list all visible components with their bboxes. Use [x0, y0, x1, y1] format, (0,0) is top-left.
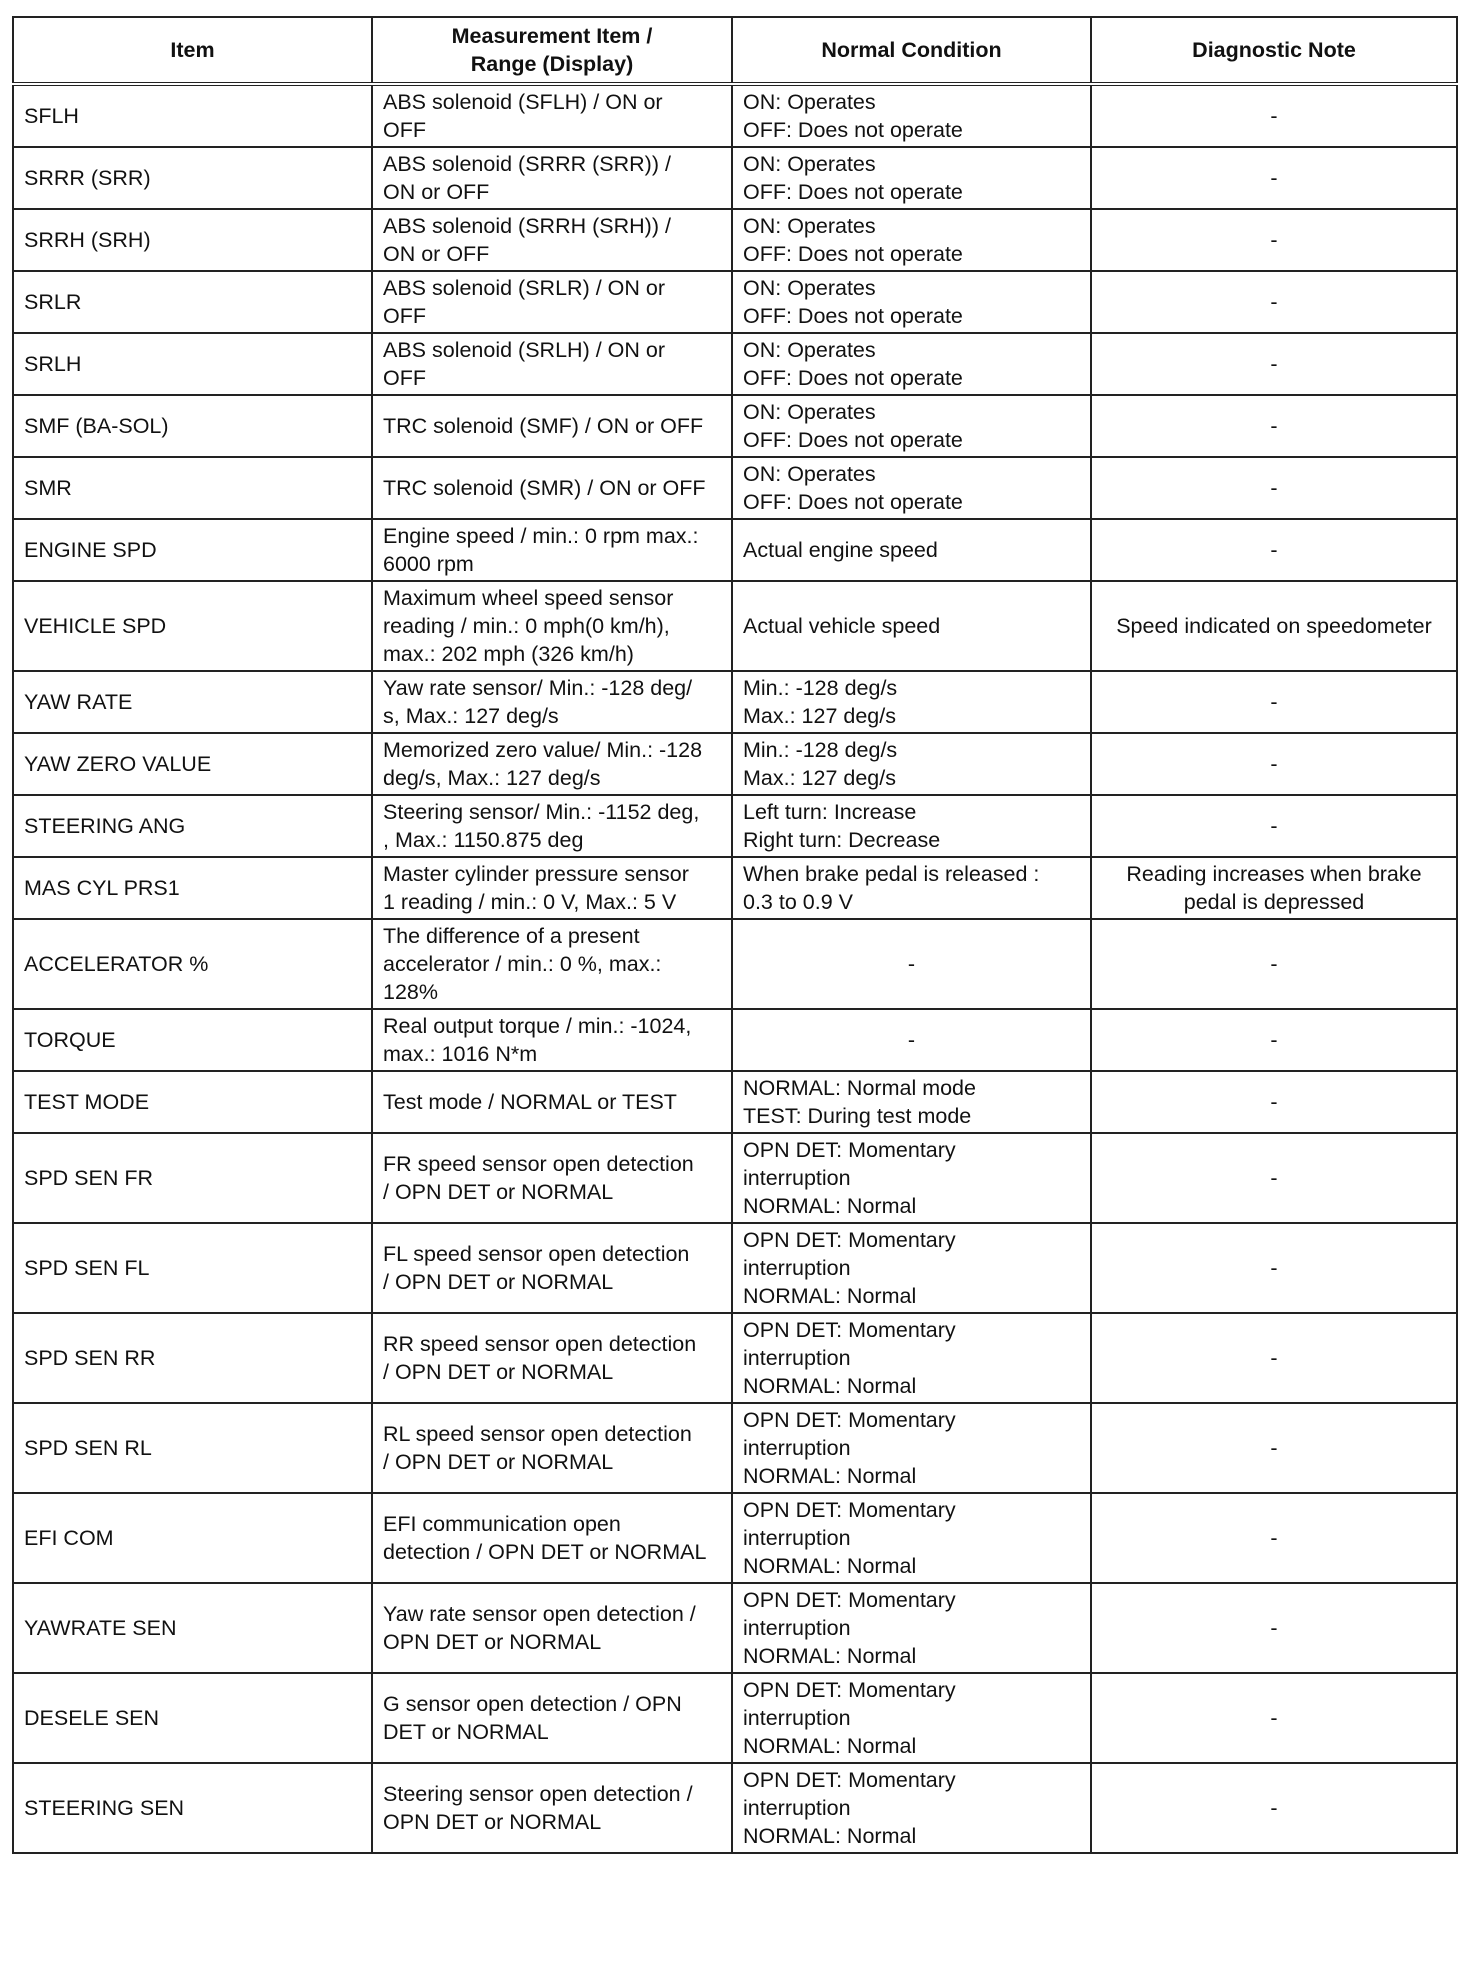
header-item: Item	[13, 17, 372, 84]
row-measurement-range-cell: ABS solenoid (SRRR (SRR)) / ON or OFF	[372, 147, 732, 209]
row-diagnostic-note-cell: -	[1091, 733, 1457, 795]
table-row	[13, 1071, 1457, 1133]
row-normal-condition-cell: When brake pedal is released : 0.3 to 0.9 V	[732, 857, 1091, 919]
table-row	[13, 209, 1457, 271]
row-measurement-range-cell: Memorized zero value/ Min.: -128 deg/s, Max.: 127 deg/s	[372, 733, 732, 795]
row-measurement-range-cell: Engine speed / min.: 0 rpm max.: 6000 rpm	[372, 519, 732, 581]
row-normal-condition-cell: ON: Operates OFF: Does not operate	[732, 84, 1091, 147]
row-normal-condition-cell: Actual vehicle speed	[732, 581, 1091, 671]
row-diagnostic-note-cell: -	[1091, 1583, 1457, 1673]
row-measurement-range-cell: TRC solenoid (SMR) / ON or OFF	[372, 457, 732, 519]
table-row	[13, 1313, 1457, 1403]
row-measurement-range-cell: ABS solenoid (SRLR) / ON or OFF	[372, 271, 732, 333]
table-row	[13, 147, 1457, 209]
row-diagnostic-note-cell: -	[1091, 271, 1457, 333]
table-row	[13, 1403, 1457, 1493]
row-item-cell: SRLH	[13, 333, 372, 395]
row-diagnostic-note-cell: -	[1091, 1313, 1457, 1403]
row-item-cell: SPD SEN RL	[13, 1403, 372, 1493]
row-normal-condition-cell: ON: Operates OFF: Does not operate	[732, 333, 1091, 395]
table-row	[13, 1009, 1457, 1071]
table-row	[13, 1493, 1457, 1583]
row-diagnostic-note-cell: -	[1091, 1763, 1457, 1853]
row-item-cell: ENGINE SPD	[13, 519, 372, 581]
row-normal-condition-cell: ON: Operates OFF: Does not operate	[732, 147, 1091, 209]
row-item-cell: VEHICLE SPD	[13, 581, 372, 671]
row-measurement-range-cell: Yaw rate sensor open detection / OPN DET or NORMAL	[372, 1583, 732, 1673]
table-row	[13, 1673, 1457, 1763]
table-row	[13, 1583, 1457, 1673]
row-measurement-range-cell: Yaw rate sensor/ Min.: -128 deg/ s, Max.: 127 deg/s	[372, 671, 732, 733]
row-normal-condition-cell: Left turn: Increase Right turn: Decrease	[732, 795, 1091, 857]
row-normal-condition-cell: OPN DET: Momentary interruption NORMAL: Normal	[732, 1763, 1091, 1853]
row-measurement-range-cell: Master cylinder pressure sensor 1 reading / min.: 0 V, Max.: 5 V	[372, 857, 732, 919]
row-item-cell: YAW RATE	[13, 671, 372, 733]
row-measurement-range-cell: FL speed sensor open detection / OPN DET or NORMAL	[372, 1223, 732, 1313]
row-diagnostic-note-cell: -	[1091, 333, 1457, 395]
row-diagnostic-note-cell: -	[1091, 1403, 1457, 1493]
row-item-cell: SPD SEN FL	[13, 1223, 372, 1313]
row-item-cell: SPD SEN RR	[13, 1313, 372, 1403]
row-diagnostic-note-cell: -	[1091, 919, 1457, 1009]
header-diagnostic-note: Diagnostic Note	[1091, 17, 1457, 84]
row-diagnostic-note-cell: Speed indicated on speedometer	[1091, 581, 1457, 671]
row-diagnostic-note-cell: -	[1091, 84, 1457, 147]
table-row	[13, 457, 1457, 519]
row-normal-condition-cell: Actual engine speed	[732, 519, 1091, 581]
row-item-cell: SMF (BA-SOL)	[13, 395, 372, 457]
row-item-cell: SPD SEN FR	[13, 1133, 372, 1223]
row-normal-condition-cell: ON: Operates OFF: Does not operate	[732, 271, 1091, 333]
table-row	[13, 795, 1457, 857]
row-normal-condition-cell: OPN DET: Momentary interruption NORMAL: Normal	[732, 1133, 1091, 1223]
row-item-cell: SMR	[13, 457, 372, 519]
row-measurement-range-cell: EFI communication open detection / OPN DET or NORMAL	[372, 1493, 732, 1583]
table-row	[13, 84, 1457, 147]
table-row	[13, 395, 1457, 457]
row-diagnostic-note-cell: -	[1091, 1223, 1457, 1313]
row-measurement-range-cell: FR speed sensor open detection / OPN DET or NORMAL	[372, 1133, 732, 1223]
row-measurement-range-cell: ABS solenoid (SFLH) / ON or OFF	[372, 84, 732, 147]
row-item-cell: STEERING SEN	[13, 1763, 372, 1853]
table-row	[13, 333, 1457, 395]
row-item-cell: SFLH	[13, 84, 372, 147]
row-normal-condition-cell: Min.: -128 deg/s Max.: 127 deg/s	[732, 733, 1091, 795]
row-normal-condition-cell: OPN DET: Momentary interruption NORMAL: Normal	[732, 1673, 1091, 1763]
row-normal-condition-cell: Min.: -128 deg/s Max.: 127 deg/s	[732, 671, 1091, 733]
table-row	[13, 271, 1457, 333]
row-measurement-range-cell: RR speed sensor open detection / OPN DET or NORMAL	[372, 1313, 732, 1403]
row-item-cell: TORQUE	[13, 1009, 372, 1071]
row-item-cell: TEST MODE	[13, 1071, 372, 1133]
table-row	[13, 1223, 1457, 1313]
data-list-table	[12, 16, 1458, 1854]
row-diagnostic-note-cell: -	[1091, 519, 1457, 581]
row-normal-condition-cell: -	[732, 919, 1091, 1009]
row-measurement-range-cell: Test mode / NORMAL or TEST	[372, 1071, 732, 1133]
row-diagnostic-note-cell: -	[1091, 1009, 1457, 1071]
row-measurement-range-cell: ABS solenoid (SRLH) / ON or OFF	[372, 333, 732, 395]
row-normal-condition-cell: OPN DET: Momentary interruption NORMAL: Normal	[732, 1223, 1091, 1313]
row-measurement-range-cell: RL speed sensor open detection / OPN DET or NORMAL	[372, 1403, 732, 1493]
data-list-table-container	[12, 16, 1456, 1854]
row-normal-condition-cell: OPN DET: Momentary interruption NORMAL: Normal	[732, 1403, 1091, 1493]
header-measurement-range: Measurement Item / Range (Display)	[372, 17, 732, 84]
table-row	[13, 857, 1457, 919]
row-diagnostic-note-cell: -	[1091, 147, 1457, 209]
row-diagnostic-note-cell: -	[1091, 795, 1457, 857]
row-diagnostic-note-cell: -	[1091, 1071, 1457, 1133]
table-row	[13, 671, 1457, 733]
row-item-cell: SRLR	[13, 271, 372, 333]
row-item-cell: YAW ZERO VALUE	[13, 733, 372, 795]
row-normal-condition-cell: OPN DET: Momentary interruption NORMAL: Normal	[732, 1493, 1091, 1583]
row-measurement-range-cell: Real output torque / min.: -1024, max.: 1016 N*m	[372, 1009, 732, 1071]
row-diagnostic-note-cell: -	[1091, 395, 1457, 457]
row-diagnostic-note-cell: Reading increases when brake pedal is depressed	[1091, 857, 1457, 919]
table-row	[13, 1133, 1457, 1223]
row-measurement-range-cell: TRC solenoid (SMF) / ON or OFF	[372, 395, 732, 457]
row-normal-condition-cell: OPN DET: Momentary interruption NORMAL: Normal	[732, 1583, 1091, 1673]
table-row	[13, 919, 1457, 1009]
row-measurement-range-cell: G sensor open detection / OPN DET or NORMAL	[372, 1673, 732, 1763]
row-item-cell: SRRH (SRH)	[13, 209, 372, 271]
row-diagnostic-note-cell: -	[1091, 1493, 1457, 1583]
row-item-cell: MAS CYL PRS1	[13, 857, 372, 919]
row-normal-condition-cell: ON: Operates OFF: Does not operate	[732, 395, 1091, 457]
row-normal-condition-cell: ON: Operates OFF: Does not operate	[732, 209, 1091, 271]
header-row	[13, 17, 1457, 84]
row-normal-condition-cell: ON: Operates OFF: Does not operate	[732, 457, 1091, 519]
row-item-cell: YAWRATE SEN	[13, 1583, 372, 1673]
header-normal-condition: Normal Condition	[732, 17, 1091, 84]
row-measurement-range-cell: The difference of a present accelerator / min.: 0 %, max.: 128%	[372, 919, 732, 1009]
table-row	[13, 1763, 1457, 1853]
table-row	[13, 519, 1457, 581]
row-item-cell: SRRR (SRR)	[13, 147, 372, 209]
row-normal-condition-cell: -	[732, 1009, 1091, 1071]
row-normal-condition-cell: NORMAL: Normal mode TEST: During test mode	[732, 1071, 1091, 1133]
table-row	[13, 733, 1457, 795]
row-measurement-range-cell: ABS solenoid (SRRH (SRH)) / ON or OFF	[372, 209, 732, 271]
row-measurement-range-cell: Maximum wheel speed sensor reading / min.: 0 mph(0 km/h), max.: 202 mph (326 km/h)	[372, 581, 732, 671]
row-measurement-range-cell: Steering sensor open detection / OPN DET or NORMAL	[372, 1763, 732, 1853]
row-item-cell: STEERING ANG	[13, 795, 372, 857]
row-diagnostic-note-cell: -	[1091, 1673, 1457, 1763]
row-diagnostic-note-cell: -	[1091, 457, 1457, 519]
row-diagnostic-note-cell: -	[1091, 671, 1457, 733]
row-normal-condition-cell: OPN DET: Momentary interruption NORMAL: Normal	[732, 1313, 1091, 1403]
row-diagnostic-note-cell: -	[1091, 209, 1457, 271]
row-diagnostic-note-cell: -	[1091, 1133, 1457, 1223]
row-measurement-range-cell: Steering sensor/ Min.: -1152 deg, , Max.: 1150.875 deg	[372, 795, 732, 857]
table-row	[13, 581, 1457, 671]
row-item-cell: ACCELERATOR %	[13, 919, 372, 1009]
row-item-cell: DESELE SEN	[13, 1673, 372, 1763]
row-item-cell: EFI COM	[13, 1493, 372, 1583]
